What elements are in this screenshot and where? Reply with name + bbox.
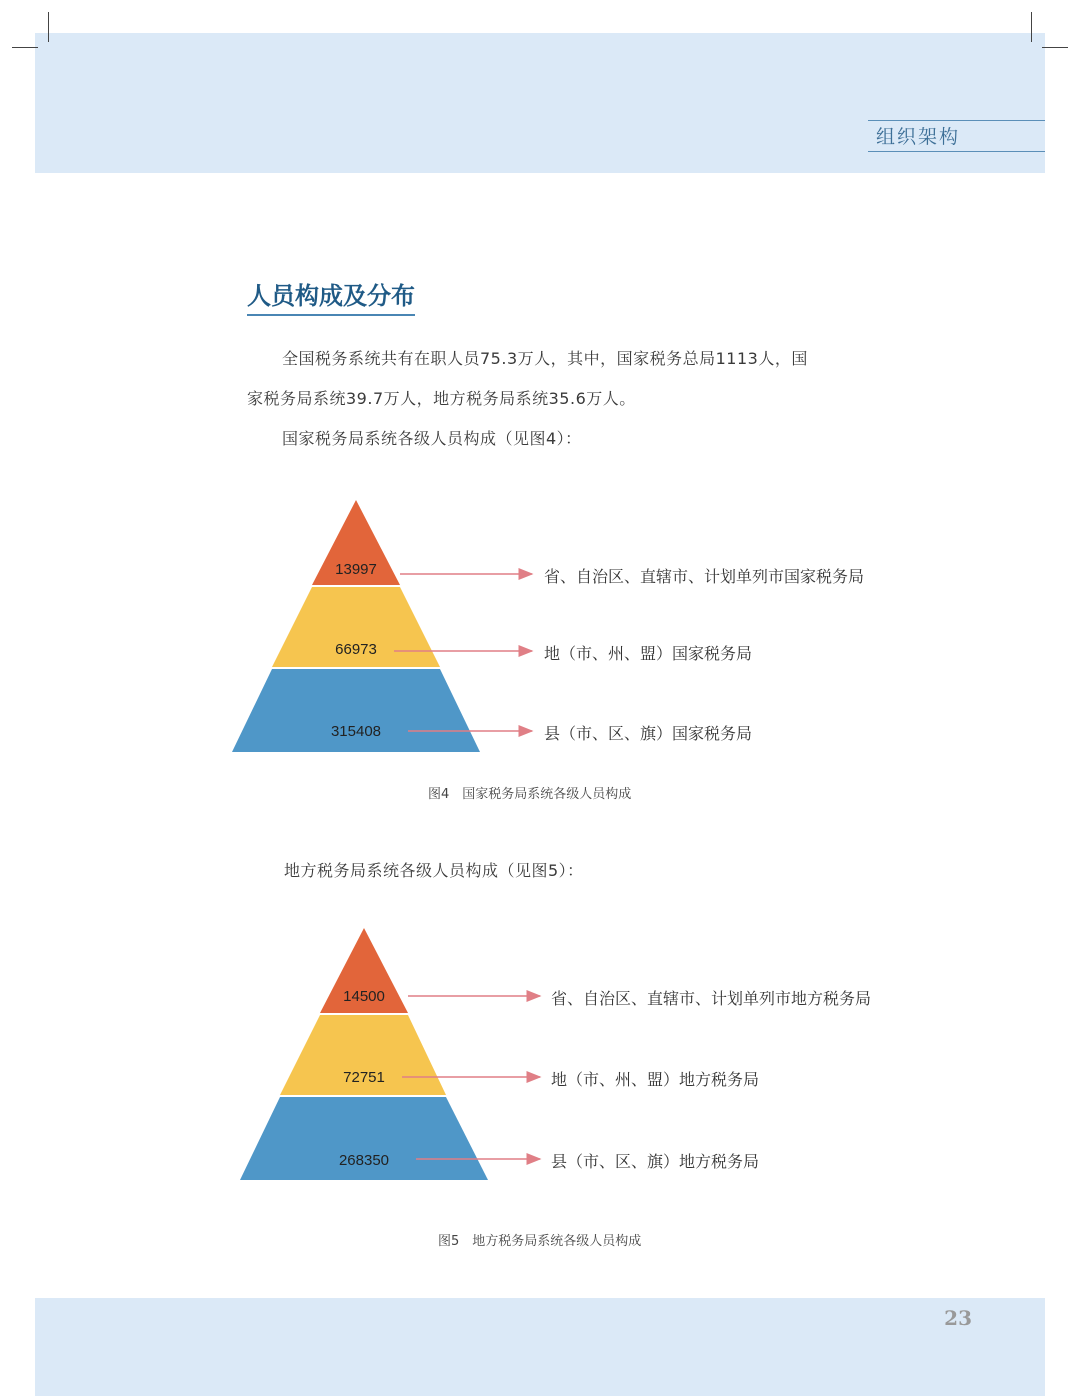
figure4-label-top: 省、自治区、直辖市、计划单列市国家税务局 [544,567,865,586]
intro-line-1: 全国税务系统共有在职人员75.3万人，其中，国家税务总局1113人，国 [282,349,808,368]
tier-value-middle: 66973 [335,641,377,658]
page-number: 23 [944,1306,972,1330]
figure4-label-middle: 地（市、州、盟）国家税务局 [544,644,753,663]
tier-value-middle: 72751 [343,1069,385,1086]
figure5-label-top: 省、自治区、直辖市、计划单列市地方税务局 [551,989,872,1008]
tier-value-bottom: 268350 [338,1152,390,1169]
figure4-lead: 国家税务局系统各级人员构成（见图4）： [282,429,582,448]
figure5-caption: 图5 地方税务局系统各级人员构成 [438,1234,642,1249]
section-label: 组织架构 [868,120,1045,152]
tier-value-top: 14500 [343,988,385,1005]
page-title: 人员构成及分布 [247,276,415,316]
intro-line-2: 家税务局系统39.7万人，地方税务局系统35.6万人。 [247,389,636,408]
figure5-label-bottom: 县（市、区、旗）地方税务局 [551,1152,760,1171]
figure4-caption: 图4 国家税务局系统各级人员构成 [428,787,632,802]
tier-value-top: 13997 [335,561,377,578]
figure5-lead: 地方税务局系统各级人员构成（见图5）： [284,861,584,880]
tier-value-bottom: 315408 [330,723,382,740]
figure5-label-middle: 地（市、州、盟）地方税务局 [551,1070,760,1089]
figure4-label-bottom: 县（市、区、旗）国家税务局 [544,724,753,743]
